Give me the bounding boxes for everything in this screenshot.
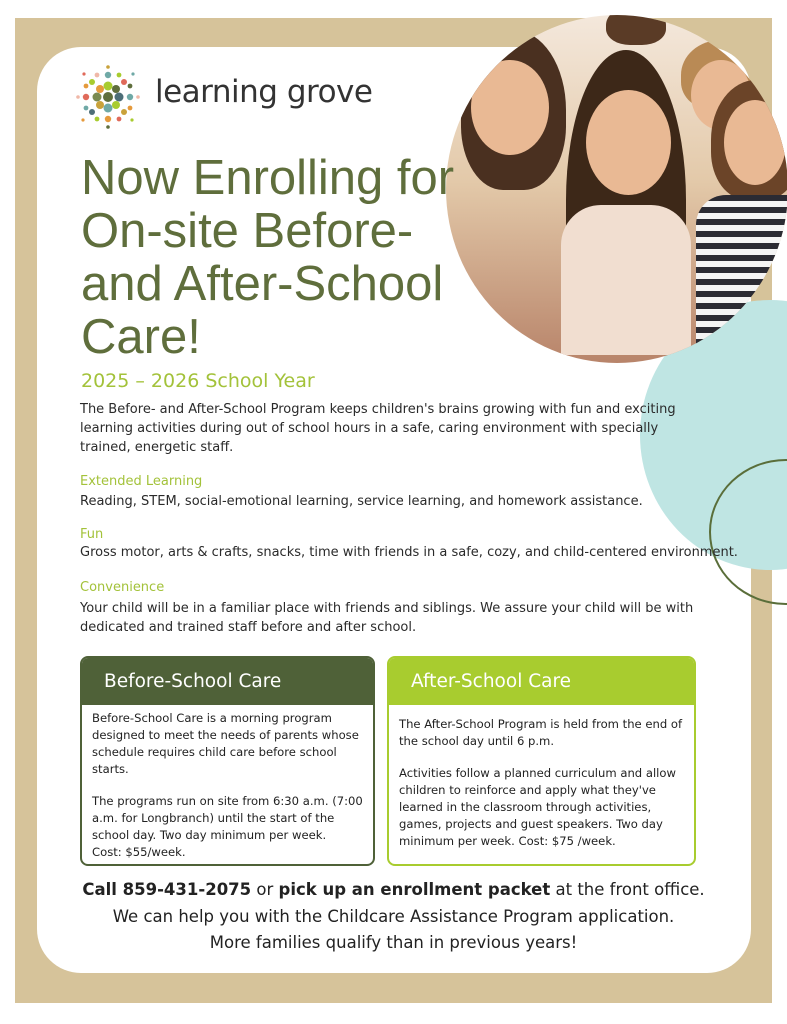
after-school-care-title: After-School Care — [389, 658, 694, 705]
after-care-description: The After-School Program is held from the end of the school day until 6 p.m. — [399, 717, 683, 748]
intro-paragraph: The Before- and After-School Program keeps children's brains growing with fun and exciting learning activities during out of school hours in a safe, caring environment with specially trained, energetic staff. — [80, 402, 676, 455]
cta-front-office: at the front office. — [550, 880, 705, 899]
section-body-convenience: Your child will be in a familiar place with friends and siblings. We assure your child will be with dedicated and trained staff before and after school. — [80, 601, 694, 635]
enrollment-packet-text: pick up an enrollment packet — [278, 880, 551, 899]
call-to-action — [40, 880, 747, 899]
qualify-line: More families qualify than in previous years! — [209, 933, 578, 952]
before-care-schedule: The programs run on site from 6:30 a.m. (7:00 a.m. for Longbranch) until the start of the school day. Two day minimum per week. — [92, 794, 363, 842]
before-school-care-title: Before-School Care — [82, 658, 373, 705]
section-body-extended-learning: Reading, STEM, social-emotional learning, service learning, and homework assistance. — [80, 494, 643, 509]
section-heading-convenience: Convenience — [80, 580, 165, 595]
page-title: Now Enrolling for On-site Before-and After-School Care! — [81, 151, 455, 364]
section-heading-fun: Fun — [80, 527, 104, 542]
cta-or: or — [251, 880, 279, 899]
dot-cluster-icon — [76, 65, 140, 129]
before-school-care-box — [80, 656, 375, 866]
learning-grove-logo — [73, 62, 143, 132]
after-school-care-box — [387, 656, 696, 866]
brand-name: learning grove — [155, 74, 373, 110]
school-year: 2025 – 2026 School Year — [81, 370, 315, 392]
phone-number: Call 859-431-2075 — [82, 880, 252, 899]
before-care-description: Before-School Care is a morning program designed to meet the needs of parents whose schedule requires child care before school starts. — [92, 711, 359, 776]
after-care-activities: Activities follow a planned curriculum and allow children to reinforce and apply what they've learned in the classroom through activities, games, projects and guest speakers. Two day minimum per week. Cost: $75 /week. — [399, 766, 676, 848]
section-body-fun: Gross motor, arts & crafts, snacks, time with friends in a safe, cozy, and child-centered environment. — [80, 545, 738, 560]
before-care-cost: Cost: $55/week. — [92, 845, 186, 859]
assistance-line: We can help you with the Childcare Assistance Program application. — [112, 907, 675, 926]
section-heading-extended-learning: Extended Learning — [80, 474, 203, 489]
children-photo — [446, 15, 787, 363]
